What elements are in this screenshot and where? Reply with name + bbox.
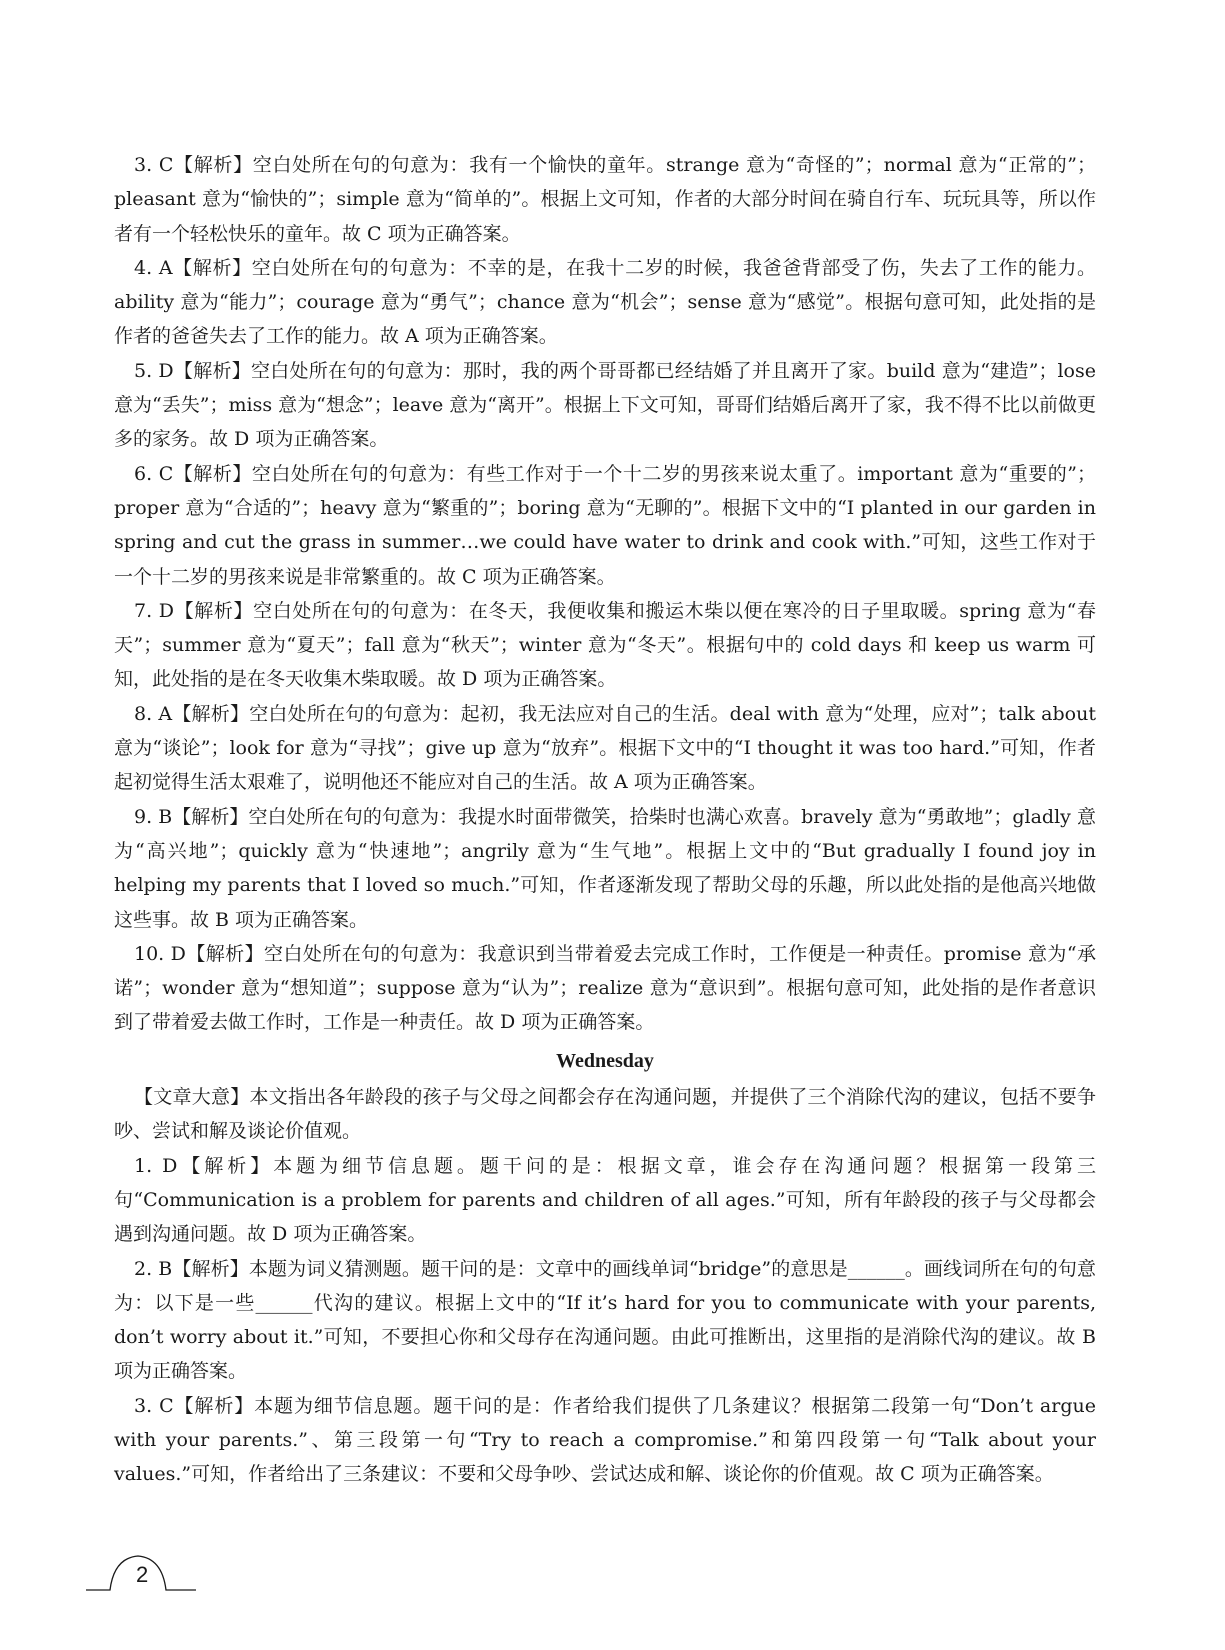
answer-explanation-4: 4. A【解析】空白处所在句的句意为：不幸的是，在我十二岁的时候，我爸爸背部受了伤，失去了工作的能力。ability 意为“能力”；courage 意为“勇气”；chance 意为“机会”；sense 意为“感觉”。根据句意可知，此处指的是作者的爸爸失去了工作的能力。故 A 项为正确答案。 — [114, 256, 1096, 348]
answer-explanation-w3: 3. C【解析】本题为细节信息题。题干问的是：作者给我们提供了几条建议？根据第二段第一句“Don’t argue with your parents.”、第三段第一句“Try to reach a compromise.”和第四段第一句“Talk about your values.”可知，作者给出了三条建议：不要和父母争吵、尝试达成和解、谈论你的价值观。故 C 项为正确答案。 — [114, 1394, 1096, 1486]
answer-explanation-9: 9. B【解析】空白处所在句的句意为：我提水时面带微笑，拾柴时也满心欢喜。bravely 意为“勇敢地”；gladly 意为“高兴地”；quickly 意为“快速地”；angrily 意为“生气地”。根据上文中的“But gradually I found joy in helping my parents that I loved so much.”可知，作者逐渐发现了帮助父母的乐趣，所以此处指的是他高兴地做这些事。故 B 项为正确答案。 — [114, 805, 1096, 931]
page-number: 2 — [136, 1562, 149, 1587]
answer-explanation-5: 5. D【解析】空白处所在句的句意为：那时，我的两个哥哥都已经结婚了并且离开了家。build 意为“建造”；lose 意为“丢失”；miss 意为“想念”；leave 意为“离开”。根据上下文可知，哥哥们结婚后离开了家，我不得不比以前做更多的家务。故 D 项为正确答案。 — [114, 359, 1096, 451]
answer-explanation-7: 7. D【解析】空白处所在句的句意为：在冬天，我便收集和搬运木柴以便在寒冷的日子里取暖。spring 意为“春天”；summer 意为“夏天”；fall 意为“秋天”；winter 意为“冬天”。根据句中的 cold days 和 keep us warm 可知，此处指的是在冬天收集木柴取暖。故 D 项为正确答案。 — [114, 599, 1096, 691]
section-title: Wednesday — [556, 1049, 654, 1072]
page-footer — [86, 1550, 196, 1600]
article-summary: 【文章大意】本文指出各年龄段的孩子与父母之间都会存在沟通问题，并提供了三个消除代沟的建议，包括不要争吵、尝试和解及谈论价值观。 — [114, 1086, 1096, 1143]
answer-explanation-6: 6. C【解析】空白处所在句的句意为：有些工作对于一个十二岁的男孩来说太重了。important 意为“重要的”；proper 意为“合适的”；heavy 意为“繁重的”；boring 意为“无聊的”。根据下文中的“I planted in our garden in spring and cut the grass in summer…we could have water to drink and cook with.”可知，这些工作对于一个十二岁的男孩来说是非常繁重的。故 C 项为正确答案。 — [114, 462, 1096, 588]
main-text — [114, 148, 1096, 1492]
answer-explanation-10: 10. D【解析】空白处所在句的句意为：我意识到当带着爱去完成工作时，工作便是一种责任。promise 意为“承诺”；wonder 意为“想知道”；suppose 意为“认为”；realize 意为“意识到”。根据句意可知，此处指的是作者意识到了带着爱去做工作时，工作是一种责任。故 D 项为正确答案。 — [114, 942, 1096, 1034]
answer-explanation-3: 3. C【解析】空白处所在句的句意为：我有一个愉快的童年。strange 意为“奇怪的”；normal 意为“正常的”；pleasant 意为“愉快的”；simple 意为“简单的”。根据上文可知，作者的大部分时间在骑自行车、玩玩具等，所以作者有一个轻松快乐的童年。故 C 项为正确答案。 — [114, 154, 1096, 245]
answer-explanation-8: 8. A【解析】空白处所在句的句意为：起初，我无法应对自己的生活。deal with 意为“处理，应对”；talk about 意为“谈论”；look for 意为“寻找”；give up 意为“放弃”。根据下文中的“I thought it was too hard.”可知，作者起初觉得生活太艰难了，说明他还不能应对自己的生活。故 A 项为正确答案。 — [114, 702, 1096, 794]
answer-explanation-w1: 1. D【解析】本题为细节信息题。题干问的是：根据文章，谁会存在沟通问题？根据第一段第三句“Communication is a problem for parents and children of all ages.”可知，所有年龄段的孩子与父母都会遇到沟通问题。故 D 项为正确答案。 — [114, 1154, 1096, 1246]
answer-explanation-w2: 2. B【解析】本题为词义猜测题。题干问的是：文章中的画线单词“bridge”的意思是______。画线词所在句的句意为：以下是一些______代沟的建议。根据上文中的“If it’s hard for you to communicate with your parents, don’t worry about it.”可知，不要担心你和父母存在沟通问题。由此可推断出，这里指的是消除代沟的建议。故 B 项为正确答案。 — [114, 1257, 1096, 1383]
